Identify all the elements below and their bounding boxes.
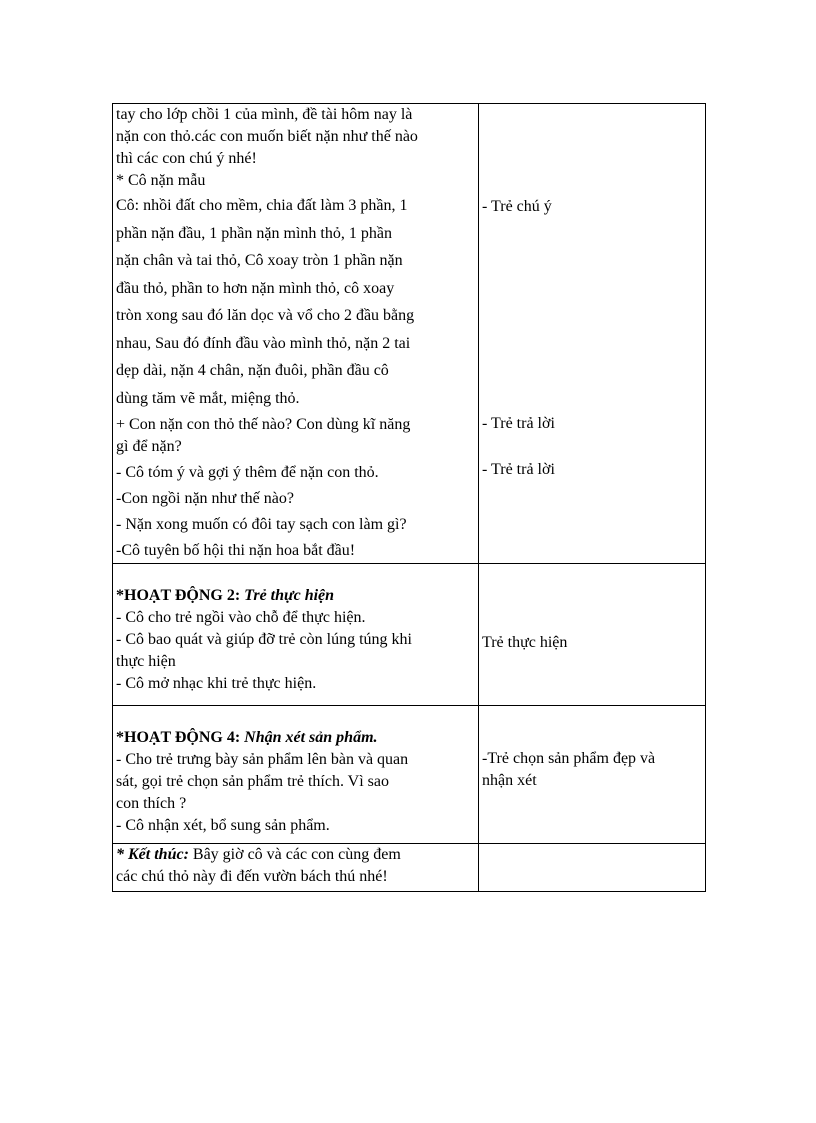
table-row (113, 844, 706, 892)
text-line: đầu thỏ, phần to hơn nặn mình thỏ, cô xoay (116, 279, 395, 297)
text-line: con thích ? (116, 795, 187, 812)
child-response: - Trẻ chú ý (482, 198, 552, 215)
teacher-activity-cell (113, 104, 479, 564)
text-line: thì các con chú ý nhé! (116, 150, 257, 167)
child-response: - Trẻ trả lời (482, 461, 555, 478)
lesson-plan-table (112, 103, 706, 892)
text-line: - Cô tóm ý và gợi ý thêm để nặn con thỏ. (116, 464, 379, 481)
conclusion-line: * Kết thúc: Bây giờ cô và các con cùng đem (116, 846, 401, 863)
text-line: nặn con thỏ.các con muốn biết nặn như thế nào (116, 128, 418, 145)
text-line: - Cho trẻ trưng bày sản phẩm lên bàn và quan (116, 751, 409, 768)
text-line: * Cô nặn mẫu (116, 172, 206, 189)
text-line: tay cho lớp chồi 1 của mình, đề tài hôm nay là (116, 106, 413, 123)
teacher-activity-cell (113, 706, 479, 844)
demonstration-text (116, 192, 475, 412)
teacher-activity-cell (113, 844, 479, 892)
activity-heading: *HOẠT ĐỘNG 4: Nhận xét sản phẩm. (116, 729, 378, 746)
text-line: gì để nặn? (116, 438, 182, 455)
child-response: Trẻ thực hiện (482, 634, 568, 651)
text-line: - Cô mở nhạc khi trẻ thực hiện. (116, 675, 317, 692)
text-line: nặn chân và tai thỏ, Cô xoay tròn 1 phần nặn (116, 252, 403, 269)
table-row (113, 564, 706, 706)
child-activity-cell (479, 844, 706, 892)
child-response: -Trẻ chọn sản phẩm đẹp và (482, 750, 656, 767)
text-line: -Con ngồi nặn như thế nào? (116, 490, 294, 507)
text-line: các chú thỏ này đi đến vườn bách thú nhé! (116, 868, 388, 885)
table-row (113, 104, 706, 564)
text-line: - Cô cho trẻ ngồi vào chỗ để thực hiện. (116, 609, 366, 626)
text-line: sát, gọi trẻ chọn sản phẩm trẻ thích. Vì sao (116, 773, 389, 790)
teacher-activity-cell (113, 564, 479, 706)
text-line: thực hiện (116, 653, 176, 670)
text-line: - Cô bao quát và giúp đỡ trẻ còn lúng túng khi (116, 631, 412, 648)
child-response: nhận xét (482, 772, 537, 789)
text-line: nhau, Sau đó đính đầu vào mình thỏ, nặn 2 tai (116, 334, 411, 352)
text-line: tròn xong sau đó lăn dọc và vổ cho 2 đầu bằng (116, 307, 415, 324)
text-line: - Nặn xong muốn có đôi tay sạch con làm gì? (116, 516, 407, 533)
conclusion-label: * Kết thúc: (116, 846, 189, 863)
activity-heading: *HOẠT ĐỘNG 2: Trẻ thực hiện (116, 587, 335, 604)
text-line: Cô: nhồi đất cho mềm, chia đất làm 3 phần, 1 (116, 197, 408, 214)
text-line: - Cô nhận xét, bổ sung sản phẩm. (116, 817, 330, 834)
text-line: dẹp dài, nặn 4 chân, nặn đuôi, phần đầu cô (116, 362, 389, 379)
child-activity-cell (479, 104, 706, 564)
text-line: dùng tăm vẽ mắt, miệng thỏ. (116, 389, 300, 407)
child-activity-cell (479, 564, 706, 706)
text-line: + Con nặn con thỏ thế nào? Con dùng kĩ năng (116, 416, 411, 433)
child-response: - Trẻ trả lời (482, 415, 555, 432)
child-activity-cell (479, 706, 706, 844)
text-line: phần nặn đầu, 1 phần nặn mình thỏ, 1 phần (116, 224, 392, 242)
table-row (113, 706, 706, 844)
text-line: -Cô tuyên bố hội thi nặn hoa bắt đầu! (116, 542, 356, 559)
